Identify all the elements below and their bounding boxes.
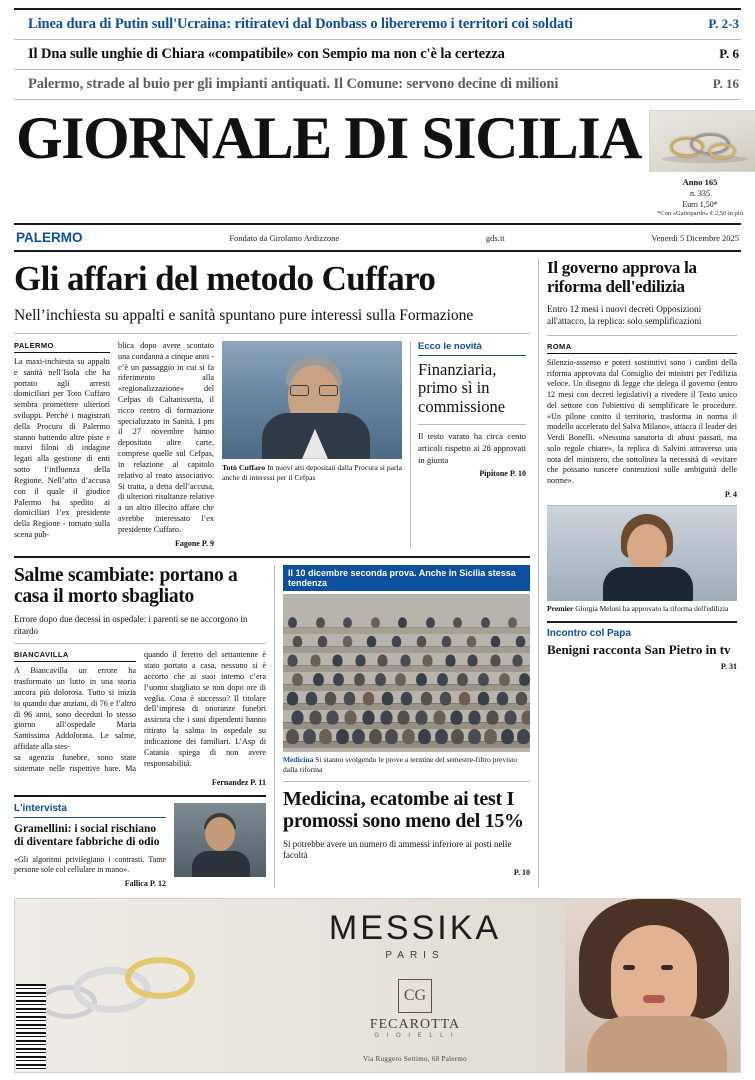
- salme-kicker: BIANCAVILLA: [14, 650, 136, 662]
- teaser-text: Il Dna sulle unghie di Chiara «compatibile» con Sempio ma non c'è la certezza: [28, 46, 505, 62]
- meloni-caption-text: Giorgia Meloni ha approvato la riforma dell'edilizia: [575, 603, 729, 613]
- sidebar-kicker: ROMA: [547, 342, 737, 354]
- main-column: [14, 259, 530, 888]
- issue-info: [641, 177, 755, 219]
- salme-byline: [14, 778, 266, 787]
- lead-body-2: blica dopo avere scontato una condanna a cinque anni - c’è un passaggio in cui si fa riferimento alla «regionalizzazione» del Cefpas di Caltanissetta, il ricco centro di formazione specializzato in Sanità. I pm il 27 novembre hanno depositato altre carte, comprese quelle sul Cefpas, in relazione al capitolo relativo al reato associativo. Si tratta, a detta dell’accusa, di ulteriori risultanze relative a un altro illecito affare che avrebbe interessato l’ex presidente Cuffaro.: [118, 340, 214, 534]
- interview-headline: Gramellini: i social rischiano di diventare fabbriche di odio: [14, 822, 160, 848]
- salme-body-2: sa agenzia funebre, sono state sistemate nelle rispettive bare. Ma quando il feretro del settantenne è stato portato a casa, nessuno si è accorto che ai suoi interno c’era l’uomo sbagliato se non dopo ore di veglia. Cosa è successo? Il titolare dell’impresa di onoranze funebri assicura che i suoi dipendenti hanno ritirato la salma in ospedale su indicazione dei familiari. L’Asp di Catania spiega di non avere responsabilità.: [14, 650, 266, 773]
- ad-jeweler-mark: CG: [398, 979, 432, 1013]
- divider: [14, 556, 530, 558]
- edition-name: PALERMO: [16, 230, 83, 246]
- second-block: [14, 565, 530, 888]
- ad-jewelry-image: [15, 899, 265, 1072]
- ecco-eyebrow: Ecco le novità: [418, 341, 526, 356]
- teaser-list: [14, 0, 741, 100]
- medicina-article[interactable]: [274, 565, 530, 888]
- medicina-strip: Il 10 dicembre seconda prova. Anche in Sicilia stessa tendenza: [283, 565, 530, 591]
- sidebar-page: P. 4: [724, 489, 737, 499]
- salme-byline-page: P. 11: [250, 777, 266, 787]
- interview-text: «Gli algoritmi privilegiano i contrasti. Tante persone sole col cellulare in mano».: [14, 854, 166, 875]
- issue-year: Anno 165: [682, 177, 718, 187]
- teaser-page: P. 2-3: [708, 16, 739, 31]
- ad-jeweler-sub: G I O I E L L I: [374, 1032, 456, 1039]
- issue-number: n. 335: [690, 188, 710, 198]
- ad-jeweler-logo: [370, 979, 460, 1039]
- meloni-photo: [547, 505, 737, 601]
- medicina-caption: [283, 755, 530, 775]
- salme-headline: Salme scambiate: portano a casa il morto sbagliato: [14, 564, 238, 607]
- lead-body-1: La maxi-inchiesta su appalti e sanità nell’Isola che ha portato agli arresti domiciliari per Toto Cuffaro sembra promettere ulteriori sviluppi. Perché i magistrati della Procura di Palermo stanno battendo altre piste e nuovi filoni di indagine legati alla gestione di enti sotto l’influenza della Regione. Nell’atto d’accusa con il quale il giudice Palermo ha spedito ai domiciliari l’ex presidente della Regione - tornato sulla scena pub-: [14, 356, 110, 540]
- ecco-title: Finanziaria, primo sì in commissione: [418, 359, 506, 416]
- teaser-item[interactable]: [14, 40, 741, 70]
- salme-columns: [14, 650, 266, 774]
- ecco-byline-page: P. 10: [509, 469, 526, 479]
- ad-brand-name: MESSIKA: [328, 908, 502, 947]
- interview-photo: [174, 803, 266, 877]
- lead-headline[interactable]: Gli affari del metodo Cuffaro: [14, 259, 436, 299]
- lead-photo-block: [222, 341, 402, 548]
- interview-byline-page: P. 12: [149, 879, 166, 889]
- sidebar-subhead: Entro 12 mesi i nuovi decreti Opposizioni all'attacco, la replica: solo semplificazioni: [547, 304, 737, 336]
- medicina-page: P. 10: [513, 868, 530, 878]
- teaser-text: Linea dura di Putin sull'Ucraina: ritiratevi dal Donbass o libereremo i territori coi soldati: [28, 16, 573, 32]
- masthead: [14, 100, 741, 219]
- papa-page: P. 31: [720, 661, 737, 671]
- medicina-caption-label: Medicina: [283, 754, 314, 764]
- content-area: [14, 259, 741, 888]
- teaser-page: P. 6: [719, 46, 739, 61]
- medicina-headline: Medicina, ecatombe ai test I promossi sono meno del 15%: [283, 781, 530, 832]
- ecco-text: Il testo varato ha circa cento articoli rispetto ai 28 approvati in giunta: [418, 424, 526, 466]
- medicina-photo: [283, 594, 530, 752]
- jewelry-photo: [649, 110, 755, 172]
- teaser-page: P. 16: [712, 76, 739, 91]
- sidebar-body: Silenzio-assenso e poteri sostitutivi sono i cardini della riforma approvata dal Consiglio dei ministri per l'edilizia veloce. Un disegno di legge che delega il governo (entro 12 mesi con decreti legislativi) a rivedere il Testo unico del settore con l'obiettivo di semplificare le procedure. «Un pilone contro il territorio, trasforma in norma il modello accelerato del Salva Milano», attacca il leader dei Verdi Bonelli. «Nessuna sanatoria di abusi passati, ma solo regole chiare», la replica di Salvini attraverso una nota del ministero, che sottolinea la necessità di «evitare che possano nascere contenziosi sulle ambiguità delle norme».: [547, 357, 737, 486]
- ad-brand-sub: PARIS: [385, 949, 445, 961]
- lead-byline-page: P. 9: [201, 538, 214, 548]
- lead-subhead: Nell’inchiesta su appalti e sanità spuntano pure interessi sulla Formazione: [14, 307, 530, 334]
- sidebar-headline[interactable]: Il governo approva la riforma dell'edilizia: [547, 258, 697, 296]
- edition-founder: Fondato da Girolamo Ardizzone: [229, 232, 340, 243]
- ecco-box[interactable]: [410, 341, 526, 548]
- lead-kicker: PALERMO: [14, 341, 110, 353]
- lead-byline: [118, 539, 214, 548]
- issue-price: Euro 1,50*: [682, 199, 718, 209]
- masthead-right: [641, 110, 755, 219]
- meloni-caption: [547, 604, 737, 614]
- edition-website[interactable]: gds.it: [485, 232, 505, 243]
- lead-col-1: [14, 341, 110, 548]
- interview-text-block: [14, 803, 166, 889]
- newspaper-title: GIORNALE DI SICILIA: [16, 105, 641, 171]
- medicina-caption-text: Si stanno svolgendo le prove a termine del semestre-filtro previsto dalla riforma: [283, 754, 518, 774]
- salme-body-1: A Biancavilla un errore ha trasformato un lutto in una storia ancora più dolorosa. Tutto si inizia to quando due anziani, di 76 e l’altro di 96 anni, sono deceduti lo stesso giorno all’ospedale Maria Santissima Addolorata. Le salme, affidate alla stes-: [14, 666, 136, 752]
- lead-photo-caption: [222, 463, 402, 483]
- ad-model-photo: [565, 899, 740, 1072]
- interview-byline: [14, 879, 166, 888]
- ad-jeweler-name: FECAROTTA: [369, 1016, 461, 1032]
- meloni-caption-name: Premier: [547, 603, 574, 613]
- advertisement[interactable]: [14, 898, 741, 1073]
- lead-photo: [222, 341, 402, 459]
- barcode: [16, 984, 46, 1070]
- medicina-subhead: Si potrebbe avere un numero di ammessi inferiore ai posti nelle facoltà: [283, 838, 512, 861]
- ad-address: Via Ruggero Settimo, 68 Palermo: [363, 1054, 467, 1063]
- interview-byline-name: Fallica: [124, 879, 148, 889]
- ad-brand-block: [265, 899, 565, 1072]
- edition-date: Venerdì 5 Dicembre 2025: [651, 232, 739, 243]
- papa-headline[interactable]: Benigni racconta San Pietro in tv: [547, 641, 731, 657]
- salme-subhead: Errore dopo due decessi in ospedale: i parenti se ne accorgono in ritardo: [14, 614, 266, 644]
- interview-block[interactable]: [14, 795, 266, 889]
- interview-label: L'intervista: [14, 803, 166, 818]
- teaser-item[interactable]: [14, 70, 741, 100]
- salme-byline-name: Fernandez: [211, 777, 249, 787]
- salme-article[interactable]: [14, 565, 266, 888]
- lead-col-2: [118, 341, 214, 548]
- papa-label: Incontro col Papa: [547, 621, 737, 639]
- interview-photo-block: [174, 803, 266, 889]
- lead-byline-name: Fagone: [174, 538, 200, 548]
- lead-photo-caption-name: Totò Cuffaro: [222, 462, 266, 472]
- lead-photo-caption-text: In nuovi atti depositati dalla Procura si parla anche di interessi per il Cefpas: [222, 462, 403, 482]
- teaser-item[interactable]: [14, 8, 741, 40]
- ecco-byline: [418, 469, 526, 478]
- edition-bar: [14, 223, 741, 252]
- sidebar-column: [538, 259, 737, 888]
- ecco-byline-name: Pipitone: [479, 469, 508, 479]
- issue-price-note: *Con «Gattopardo» € 2,50 in più: [657, 210, 743, 218]
- lead-article: [14, 341, 530, 548]
- teaser-text: Palermo, strade al buio per gli impianti antiquati. Il Comune: servono decine di milioni: [28, 76, 559, 92]
